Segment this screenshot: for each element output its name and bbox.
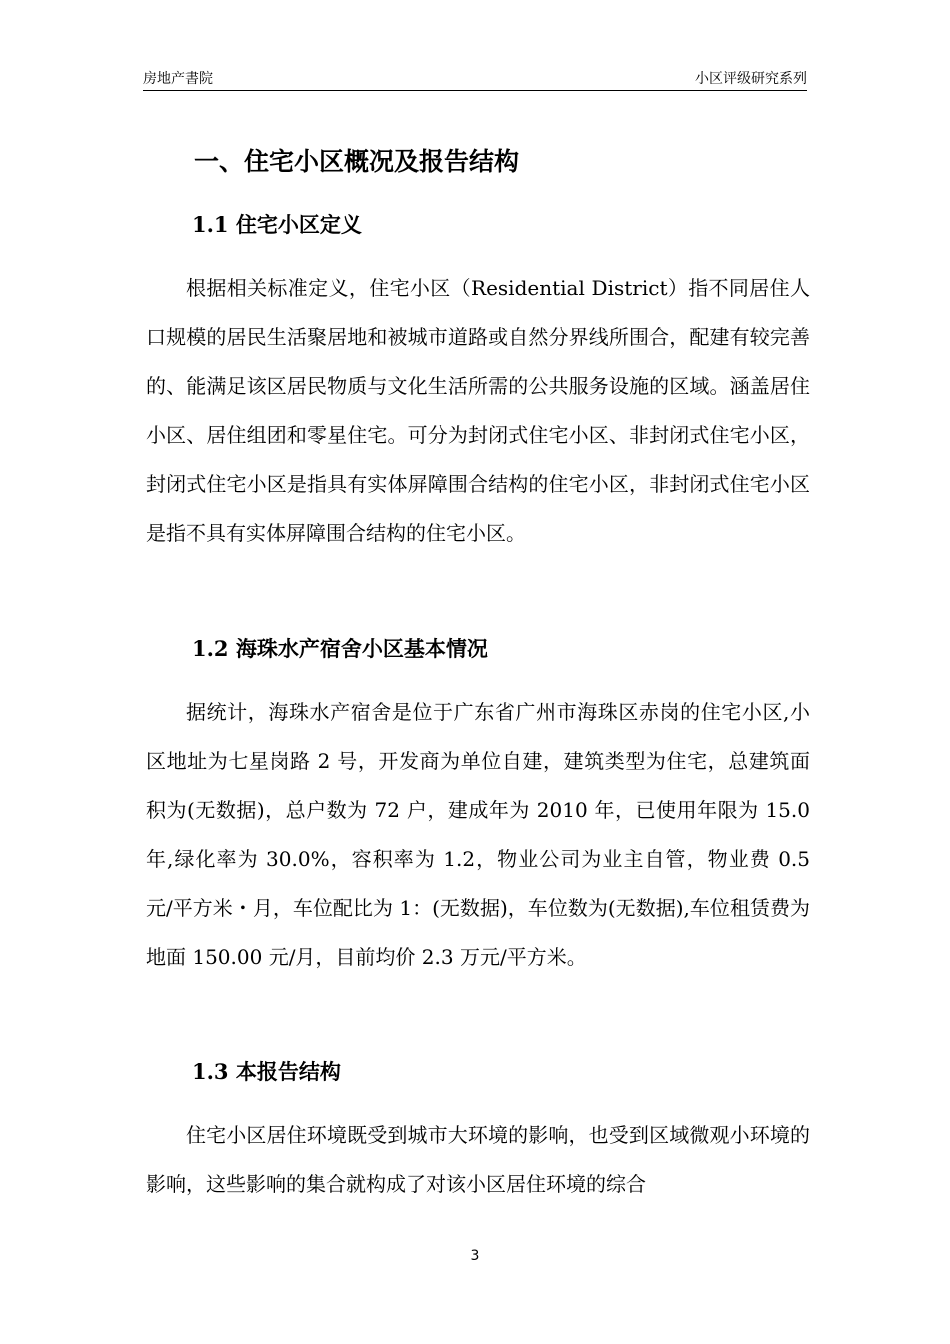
section-heading-basic-info: 1.2 海珠水产宿舍小区基本情况 [192,636,488,661]
page-header [143,64,807,91]
section-heading-report-structure: 1.3 本报告结构 [192,1059,341,1084]
header-publisher: 房地产書院 [143,71,213,87]
section-heading-definition: 1.1 住宅小区定义 [192,212,362,237]
section-paragraph-report-structure: 住宅小区居住环境既受到城市大环境的影响，也受到区域微观小环境的影响，这些影响的集合就构成了对该小区居住环境的综合 [146,1123,810,1196]
section-paragraph-definition: 根据相关标准定义，住宅小区（Residential District）指不同居住人口规模的居民生活聚居地和被城市道路或自然分界线所围合，配建有较完善的、能满足该区居民物质与文化生活所需的公共服务设施的区域。涵盖居住小区、居住组团和零星住宅。可分为封闭式住宅小区、非封闭式住宅小区，封闭式住宅小区是指具有实体屏障围合结构的住宅小区，非封闭式住宅小区是指不具有实体屏障围合结构的住宅小区。 [146,276,810,545]
chapter-title: 一、住宅小区概况及报告结构 [194,147,520,176]
header-series-title: 小区评级研究系列 [695,71,807,87]
section-paragraph-basic-info: 据统计，海珠水产宿舍是位于广东省广州市海珠区赤岗的住宅小区,小区地址为七星岗路 2 号，开发商为单位自建，建筑类型为住宅，总建筑面积为(无数据)，总户数为 72 户，建成年为 2010 年，已使用年限为 15.0 年,绿化率为 30.0%，容积率为 1.2，物业公司为业主自管，物业费 0.5 元/平方米・月，车位配比为 1：(无数据)，车位数为(无数据),车位租赁费为地面 150.00 元/月，目前均价 2.3 万元/平方米。 [146,700,810,969]
page-number: 3 [470,1248,480,1264]
